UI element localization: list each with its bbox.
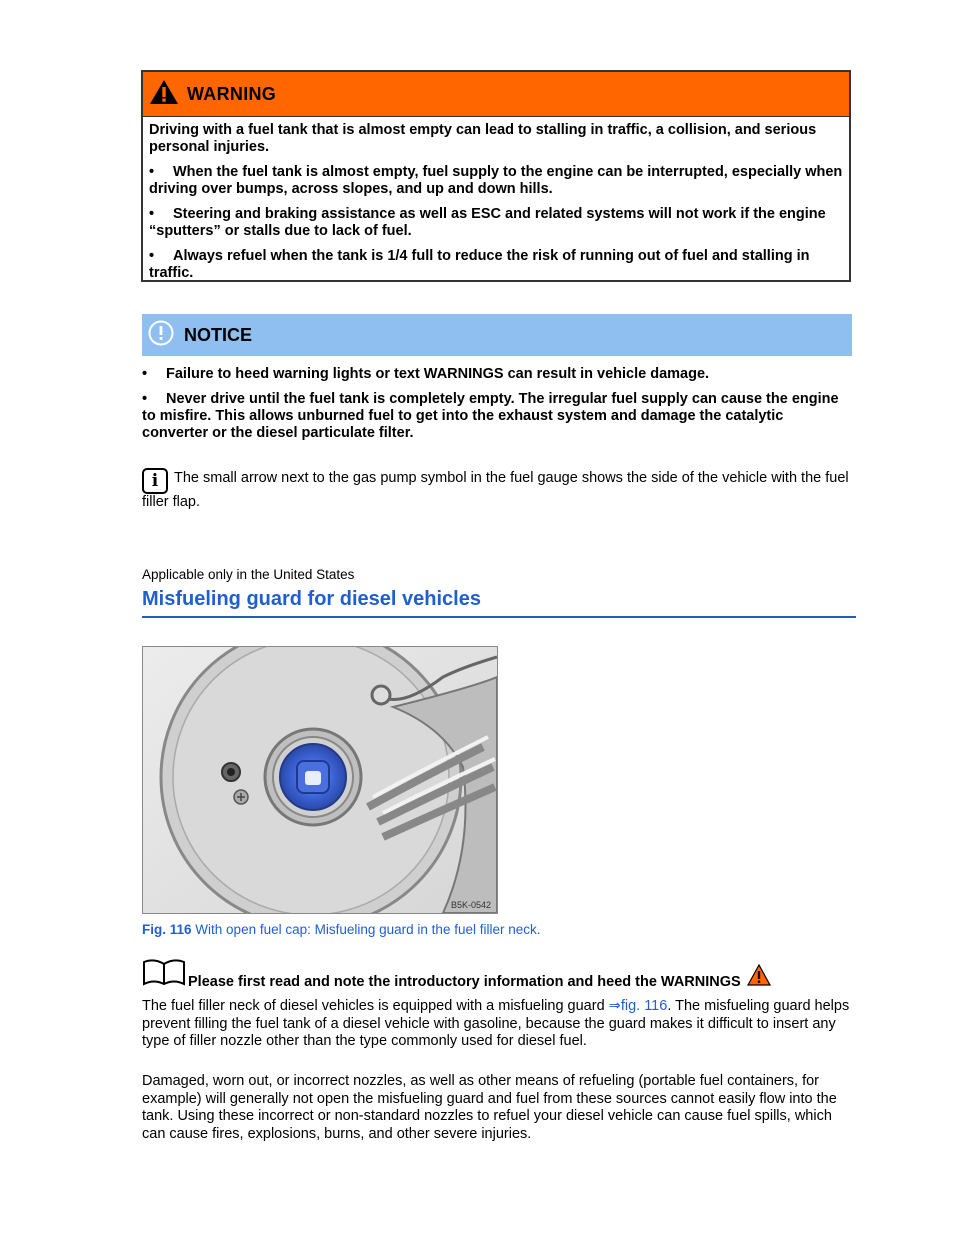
bullet-icon: • — [149, 248, 155, 264]
warning-triangle-small-icon — [747, 964, 771, 990]
paragraph-1-text: The fuel filler neck of diesel vehicles is equipped with a misfueling guard — [142, 998, 609, 1014]
notice-body — [142, 366, 852, 450]
warning-title: WARNING — [187, 83, 277, 104]
warning-bullet — [149, 164, 843, 198]
notice-bullet — [142, 366, 852, 383]
notice-header — [142, 314, 852, 356]
intro-text: Please first read and note the introductory information and heed the WARNINGS — [188, 974, 741, 990]
figure-caption-text: With open fuel cap: Misfueling guard in the fuel filler neck. — [195, 922, 541, 937]
notice-bullet-text: Failure to heed warning lights or text WARNINGS can result in vehicle damage. — [166, 366, 710, 382]
fuel-filler-illustration — [143, 647, 497, 913]
info-note — [142, 468, 854, 511]
warning-bullet — [149, 206, 843, 240]
warning-body — [143, 117, 849, 295]
intro-line — [142, 958, 771, 990]
figure-caption-label: Fig. 116 — [142, 922, 192, 937]
figure-caption — [142, 922, 540, 937]
bullet-icon: • — [142, 366, 148, 382]
figure-fuel-filler — [142, 646, 498, 914]
paragraph-2-text: Damaged, worn out, or incorrect nozzles, as well as other means of refueling (portable fuel containers, for example) will generally not open the misfueling guard and fuel from these sources cannot easily flow into the tank. Using these incorrect or non-standard nozzles to refuel your diesel vehicle can cause fuel spills, which can cause fires, explosions, burns, and other severe injuries. — [142, 1073, 837, 1142]
warning-box — [141, 70, 851, 282]
notice-title: NOTICE — [184, 324, 253, 345]
bullet-icon: • — [142, 391, 148, 407]
warning-header — [143, 72, 849, 117]
warning-bullet-text: Steering and braking assistance as well as ESC and related systems will not work if the engine “sputters” or stalls due to lack of fuel. — [149, 206, 826, 239]
paragraph-1-text-cont: . The misfueling guard helps prevent filling the fuel tank of a diesel vehicle with gasoline, because the guard makes it difficult to insert any type of filler nozzle other than the type commonly used for diesel fuel. — [142, 998, 850, 1049]
applicability-text: Applicable only in the United States — [142, 567, 355, 582]
warning-triangle-icon — [149, 79, 179, 110]
warning-bullet-text: Always refuel when the tank is 1/4 full to reduce the risk of running out of fuel and stalling in traffic. — [149, 248, 810, 281]
notice-bullet — [142, 391, 852, 442]
exclamation-circle-icon — [148, 320, 174, 351]
info-note-text: The small arrow next to the gas pump symbol in the fuel gauge shows the side of the vehicle with the fuel filler flap. — [142, 470, 849, 510]
figure-code: B5K-0542 — [450, 900, 491, 910]
warning-intro: Driving with a fuel tank that is almost empty can lead to stalling in traffic, a collision, and serious personal injuries. — [149, 122, 817, 155]
warning-bullet — [149, 248, 843, 282]
figure-link[interactable]: ⇒fig. 116 — [608, 998, 668, 1014]
bullet-icon: • — [149, 206, 155, 222]
bullet-icon: • — [149, 164, 155, 180]
info-icon: i — [142, 468, 168, 494]
warning-bullet-text: When the fuel tank is almost empty, fuel supply to the engine can be interrupted, especially when driving over bumps, across slopes, and up and down hills. — [149, 164, 843, 197]
notice-bullet-text: Never drive until the fuel tank is completely empty. The irregular fuel supply can cause the engine to misfire. This allows unburned fuel to get into the exhaust system and damage the catalytic converter or the diesel particulate filter. — [142, 391, 839, 441]
paragraph-2 — [142, 1073, 858, 1143]
open-book-icon — [142, 958, 186, 990]
section-title: Misfueling guard for diesel vehicles — [142, 588, 856, 618]
paragraph-1 — [142, 998, 858, 1051]
